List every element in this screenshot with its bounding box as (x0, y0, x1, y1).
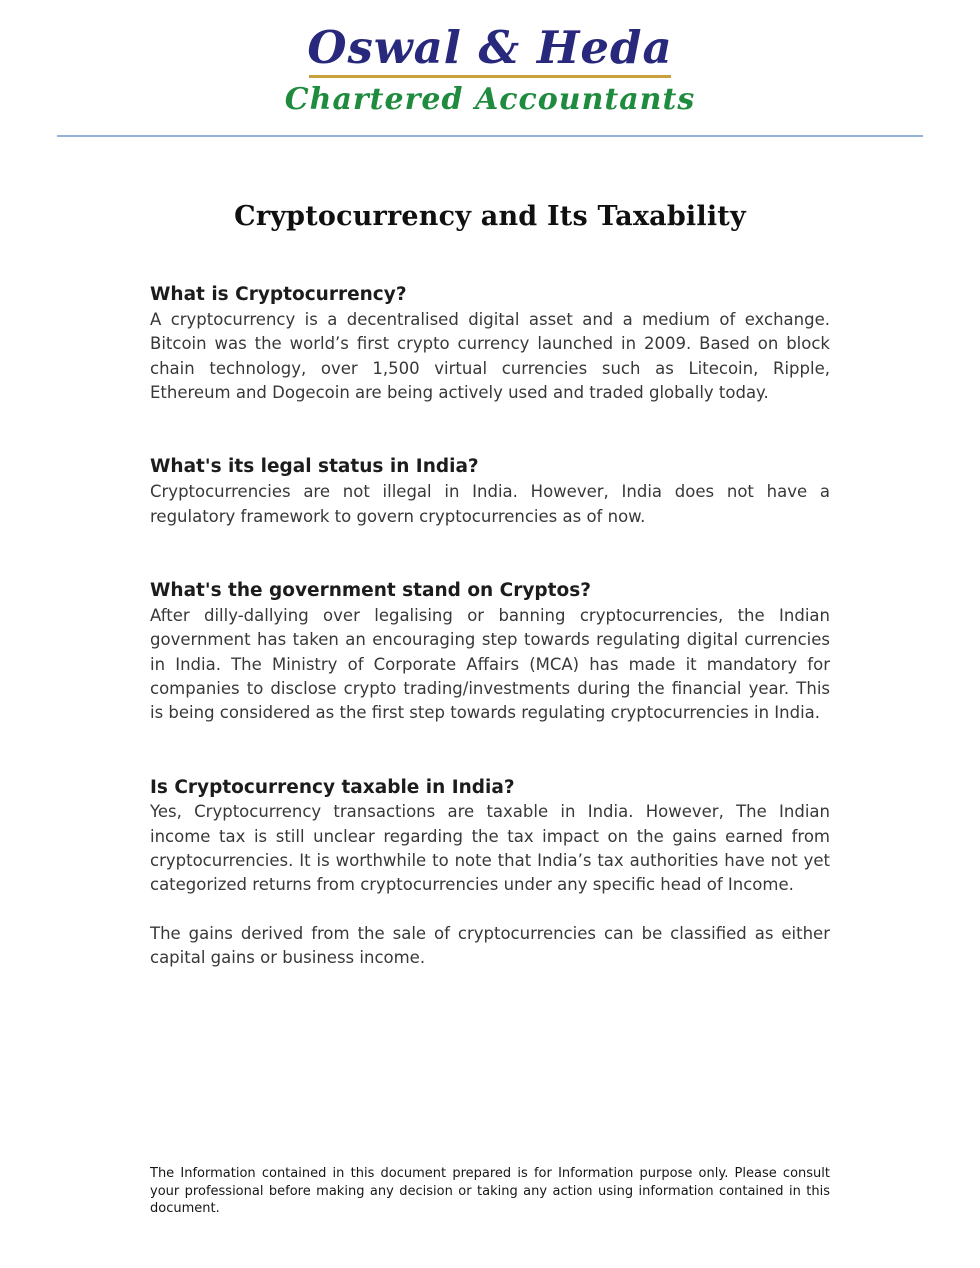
company-name: Oswal & Heda (307, 21, 673, 74)
section-heading: What's its legal status in India? (150, 456, 479, 478)
section-paragraph: Yes, Cryptocurrency transactions are taxable in India. However, The Indian income tax is still unclear regarding the tax impact on the gains earned from cryptocurrencies. It is worthwhile to note that India’s tax authorities have not yet categorized returns from cryptocurrencies under any specific head of Income. (150, 802, 830, 895)
letterhead (0, 0, 980, 116)
disclaimer (150, 1165, 830, 1218)
section-government-stand (150, 579, 830, 726)
section-paragraph: A cryptocurrency is a decentralised digital asset and a medium of exchange. Bitcoin was the world’s first crypto currency launched in 2009. Based on block chain technology, over 1,500 virtual currencies such as Litecoin, Ripple, Ethereum and Dogecoin are being actively used and traded globally today. (150, 309, 830, 402)
section-heading: Is Cryptocurrency taxable in India? (150, 776, 515, 798)
header-divider-line (57, 135, 923, 137)
document-body (150, 283, 830, 970)
section-heading: What is Cryptocurrency? (150, 283, 407, 305)
logo-gold-underline (309, 75, 671, 78)
section-paragraph: After dilly-dallying over legalising or banning cryptocurrencies, the Indian government has taken an encouraging step towards regulating digital currencies in India. The Ministry of Corporate Affairs (MCA) has made it mandatory for companies to disclose crypto trading/investments during the financial year. This is being considered as the first step towards regulating cryptocurrencies in India. (150, 605, 830, 723)
company-logo (284, 21, 696, 117)
section-what-is-cryptocurrency (150, 283, 830, 405)
section-paragraph: Cryptocurrencies are not illegal in India. However, India does not have a regulatory framework to govern cryptocurrencies as of now. (150, 482, 830, 526)
company-tagline: Chartered Accountants (284, 81, 696, 117)
section-paragraph: The gains derived from the sale of cryptocurrencies can be classified as either capital gains or business income. (150, 923, 830, 968)
section-taxable-in-india (150, 776, 830, 971)
section-legal-status (150, 455, 830, 529)
section-heading: What's the government stand on Cryptos? (150, 579, 591, 601)
disclaimer-text: The Information contained in this document prepared is for Information purpose only. Please consult your professional before making any decision or taking any action using information contained in this document. (150, 1166, 830, 1217)
document-title: Cryptocurrency and Its Taxability (234, 200, 746, 232)
